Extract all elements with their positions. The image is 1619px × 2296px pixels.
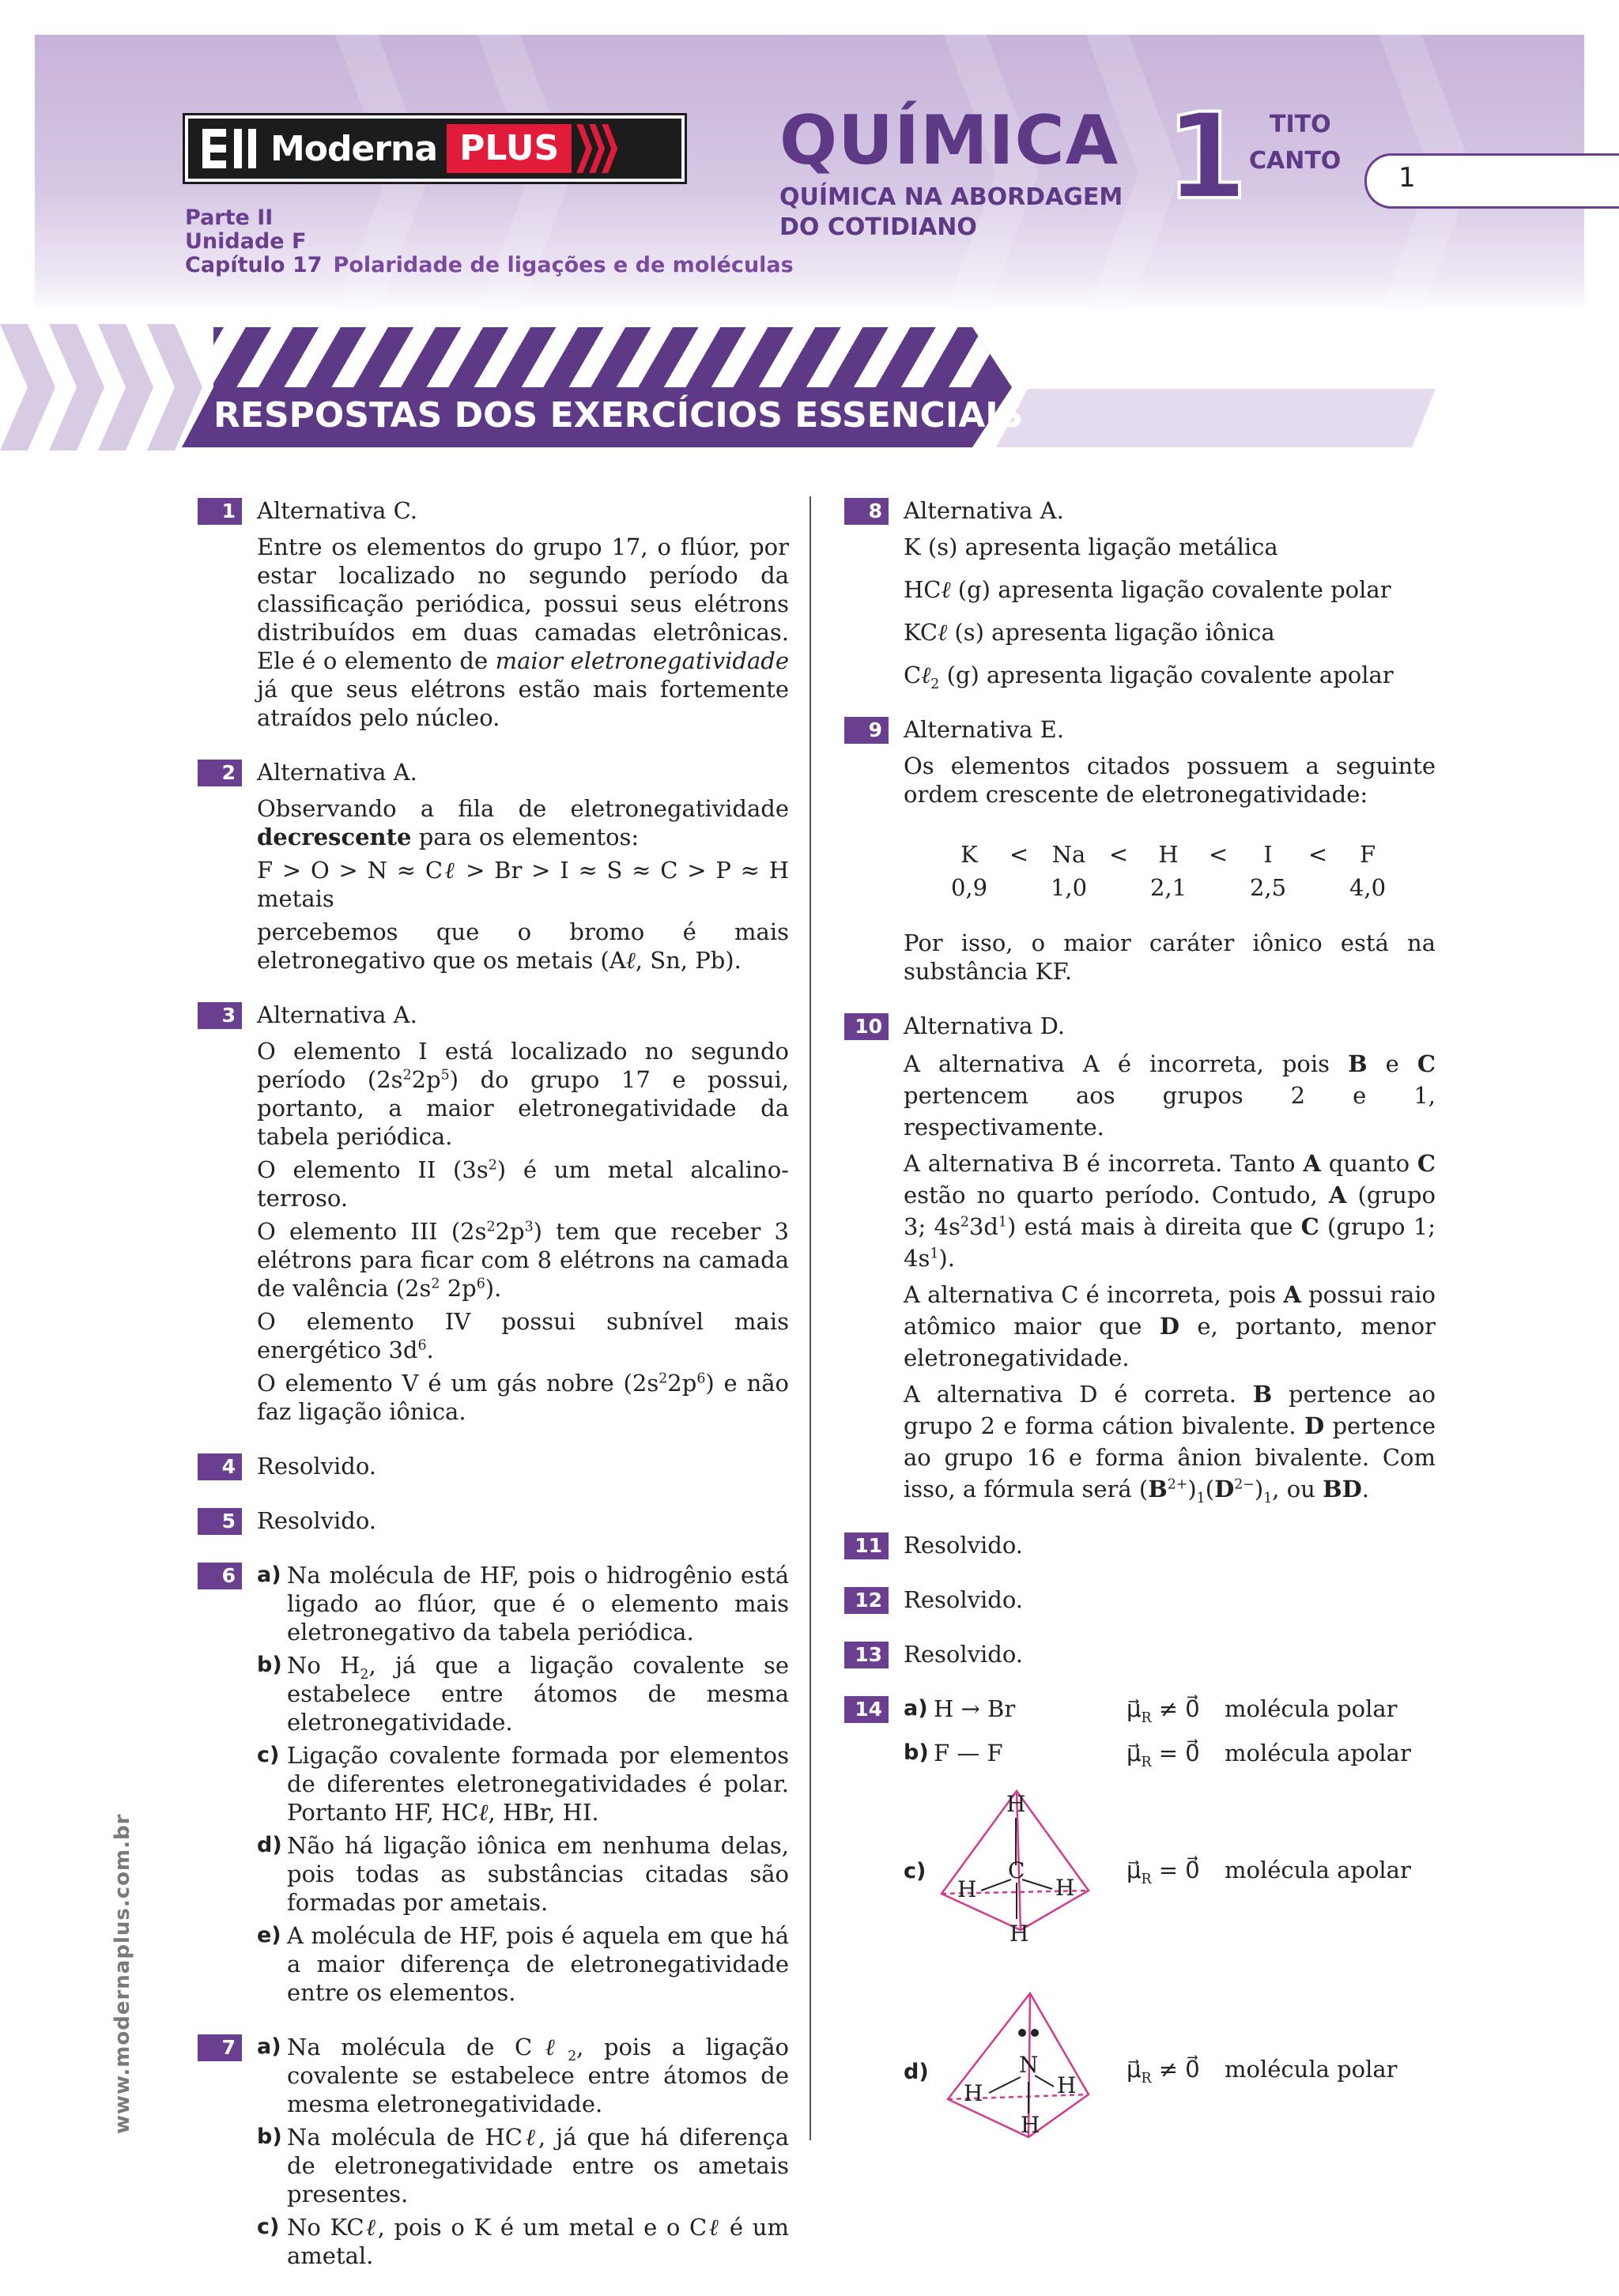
answer-text: O elemento II $(3s^2)$ é um metal alcalino-terroso. — [257, 1156, 789, 1212]
exercise-7 — [198, 2033, 789, 2270]
answer-item: e) A molécula de HF, pois é aquela em que há a maior diferença de eletronegatividade entre os elementos. — [257, 1922, 789, 2006]
molecule-row: b) F — F $\mu⃗_R$ = 0⃗ molécula apolar — [904, 1740, 1411, 1770]
logo-text-moderna: Moderna — [270, 128, 438, 169]
answer-text: A alternativa D é correta. B pertence ao grupo 2 e forma cátion bivalente. D pertence ao grupo 16 e forma ânion bivalente. Com isso, a fórmula será $(B^{2+})_1(D^{2-})_1$, ou BD. — [904, 1381, 1436, 1506]
volume-number: 1 — [1165, 89, 1248, 226]
answer-line: Alternativa A. — [257, 759, 417, 786]
moderna-logo-icon — [202, 129, 259, 168]
molecule-row: d) N H H H $\mu⃗_R$ ≠ 0⃗ molécula polar — [904, 1989, 1436, 2170]
exercise-11 — [844, 1531, 1436, 1559]
page-number-tab — [1364, 153, 1619, 209]
answer-line: Alternativa C. — [257, 497, 418, 524]
answer-item: a) Na molécula de Cℓ$_2$, pois a ligação covalente se estabelece entre átomos de mesma eletronegatividade. — [257, 2034, 789, 2117]
answer-line: Alternativa A. — [904, 497, 1064, 524]
capitulo-label: Capítulo 17 Polaridade de ligações e de moléculas — [185, 253, 794, 277]
svg-text:H: H — [1021, 2112, 1040, 2138]
subject-title: QUÍMICA — [779, 101, 1119, 180]
answer-line: Alternativa D. — [904, 1012, 1066, 1039]
exercise-number: 2 — [198, 760, 242, 786]
author-first-name: TITO — [1270, 111, 1331, 138]
answer-text: Os elementos citados possuem a seguinte ordem crescente de eletronegatividade: — [904, 752, 1436, 808]
section-title: RESPOSTAS DOS EXERCÍCIOS ESSENCIAIS — [213, 395, 1024, 435]
answer-text: F > O > N ≈ Cℓ > Br > I ≈ S ≈ C > P ≈ H metais — [257, 857, 789, 912]
exercise-14 — [844, 1695, 1436, 2170]
answer-line: Resolvido. — [257, 1507, 377, 1534]
exercise-number: 7 — [198, 2034, 242, 2061]
logo-text-plus: PLUS — [447, 124, 572, 173]
answer-text: Observando a fila de eletronegatividade decrescente para os elementos: — [257, 795, 789, 850]
exercise-number: 10 — [844, 1013, 889, 1040]
answer-text: O elemento I está localizado no segundo período $(2s^22p^5)$ do grupo 17 e possui, portanto, a maior eletronegatividade da tabela periódica. — [257, 1038, 790, 1150]
molecule-row: c) H C H H H $\mu⃗_R$ = 0⃗ molécula apolar — [904, 1786, 1436, 1989]
answer-item: d) Não há ligação iônica em nenhuma delas, pois todas as substâncias citadas são formadas por ametais. — [257, 1832, 789, 1916]
exercise-number: 13 — [844, 1642, 889, 1668]
answer-text: Cℓ$_2$ (g) apresenta ligação covalente apolar — [904, 662, 1394, 692]
svg-text:H: H — [1055, 1875, 1075, 1901]
exercise-3 — [198, 1001, 789, 1426]
answer-item: c) No KCℓ, pois o K é um metal e o Cℓ é um ametal. — [257, 2214, 789, 2269]
exercise-number: 4 — [198, 1453, 242, 1480]
exercise-12 — [844, 1585, 1436, 1614]
exercise-number: 9 — [844, 717, 889, 744]
svg-text:H: H — [1006, 1791, 1026, 1817]
answer-text: A alternativa C é incorreta, pois A possui raio atômico maior que D e, portanto, menor eletronegatividade. — [904, 1281, 1436, 1371]
electronegativity-row: K < Na < H < I < F — [960, 841, 1376, 868]
answer-text: percebemos que o bromo é mais eletronegativo que os metais (Aℓ, Sn, Pb). — [257, 918, 789, 974]
exercise-13 — [844, 1640, 1436, 1668]
answer-text: O elemento III $(2s^22p^3)$ tem que receber 3 elétrons para ficar com 8 elétrons na camada de valência ($2s^2$ $2p^6$). — [257, 1218, 790, 1302]
answer-text: Entre os elementos do grupo 17, o flúor, por estar localizado no segundo período da classificação periódica, possui seus elétrons distribuídos em duas camadas eletrônicas. Ele é o elemento de maior eletronegatividade já que seus elétrons estão mais fortemente atraídos pelo núcleo. — [257, 533, 789, 731]
exercise-number: 11 — [844, 1533, 889, 1559]
exercise-number: 12 — [844, 1587, 889, 1614]
answer-item: c) Ligação covalente formada por elementos de diferentes eletronegatividades é polar. Portanto HF, HCℓ, HBr, HI. — [257, 1742, 789, 1826]
answer-line: Alternativa A. — [257, 1001, 417, 1028]
exercise-number: 8 — [844, 498, 889, 525]
exercise-2 — [198, 758, 789, 975]
answer-text: A alternativa A é incorreta, pois B e C pertencem aos grupos 2 e 1, respectivamente. — [904, 1050, 1436, 1140]
exercise-10 — [844, 1012, 1436, 1505]
answer-text: O elemento V é um gás nobre $(2s^22p^6)$ e não faz ligação iônica. — [257, 1370, 790, 1425]
banner-tail — [996, 389, 1436, 447]
side-url: www.modernaplus.com.br — [111, 1813, 134, 2134]
subject-subtitle-line1: QUÍMICA NA ABORDAGEM — [779, 183, 1123, 211]
author-last-name: CANTO — [1249, 147, 1342, 175]
exercise-1 — [198, 496, 789, 732]
answer-item: b) Na molécula de HCℓ, já que há diferença de eletronegatividade entre os ametais presentes. — [257, 2124, 789, 2207]
exercise-8 — [844, 496, 1436, 692]
answer-text: HCℓ (g) apresenta ligação covalente polar — [904, 576, 1391, 603]
answer-item: a) Na molécula de HF, pois o hidrogênio está ligado ao flúor, que é o elemento mais eletronegativo da tabela periódica. — [257, 1562, 789, 1646]
answer-text: Por isso, o maior caráter iônico está na substância KF. — [904, 929, 1436, 985]
exercise-5 — [198, 1506, 789, 1535]
moderna-plus-logo — [185, 115, 685, 182]
svg-text:H: H — [964, 2080, 983, 2106]
left-column — [198, 496, 789, 2296]
answer-line: Resolvido. — [904, 1586, 1024, 1613]
subject-subtitle-line2: DO COTIDIANO — [779, 213, 977, 241]
answer-line: Resolvido. — [904, 1532, 1024, 1559]
exercise-number: 1 — [198, 498, 242, 525]
electronegativity-values: 0,9 1,0 2,1 2,5 4,0 — [950, 874, 1387, 901]
parte-label: Parte II — [185, 205, 274, 230]
molecule-row: a) H → Br $\mu⃗_R$ ≠ 0⃗ molécula polar — [904, 1695, 1398, 1726]
exercise-number: 5 — [198, 1508, 242, 1535]
methane-tetrahedron-diagram — [934, 1786, 1092, 1968]
svg-text:H: H — [1057, 2072, 1077, 2098]
exercise-number: 14 — [844, 1696, 889, 1723]
svg-text:H: H — [1010, 1921, 1029, 1947]
exercise-4 — [198, 1452, 789, 1480]
exercise-number: 3 — [198, 1002, 242, 1029]
logo-arrows-icon — [576, 124, 614, 173]
page-number: 1 — [1398, 162, 1416, 194]
answer-text: K (s) apresenta ligação metálica — [904, 533, 1278, 560]
answer-line: Alternativa E. — [904, 716, 1065, 743]
svg-text:H: H — [957, 1876, 977, 1902]
exercise-number: 6 — [198, 1563, 242, 1589]
answer-text: KCℓ (s) apresenta ligação iônica — [904, 619, 1275, 646]
answer-item: b) No $H_2$, já que a ligação covalente se estabelece entre átomos de mesma eletronegatividade. — [257, 1652, 789, 1736]
banner-chevrons — [0, 324, 206, 451]
svg-text:C: C — [1008, 1857, 1025, 1883]
exercise-6 — [198, 1561, 789, 2007]
right-column — [844, 496, 1436, 2196]
svg-text:N: N — [1019, 2052, 1039, 2078]
answer-text: O elemento IV possui subnível mais energético $3d^6$. — [257, 1308, 789, 1363]
capitulo-title: Polaridade de ligações e de moléculas — [333, 253, 794, 277]
answer-line: Resolvido. — [904, 1641, 1024, 1668]
exercise-9 — [844, 715, 1436, 986]
ammonia-tetrahedron-diagram — [934, 1989, 1092, 2155]
column-divider — [810, 496, 811, 2140]
answer-line: Resolvido. — [257, 1453, 377, 1480]
answer-text: A alternativa B é incorreta. Tanto A quanto C estão no quarto período. Contudo, A (grupo 3; $4s^23d^1$) está mais à direita que C (grupo 1; $4s^1$). — [904, 1150, 1436, 1272]
unidade-label: Unidade F — [185, 229, 307, 254]
banner-stripes — [206, 327, 996, 387]
